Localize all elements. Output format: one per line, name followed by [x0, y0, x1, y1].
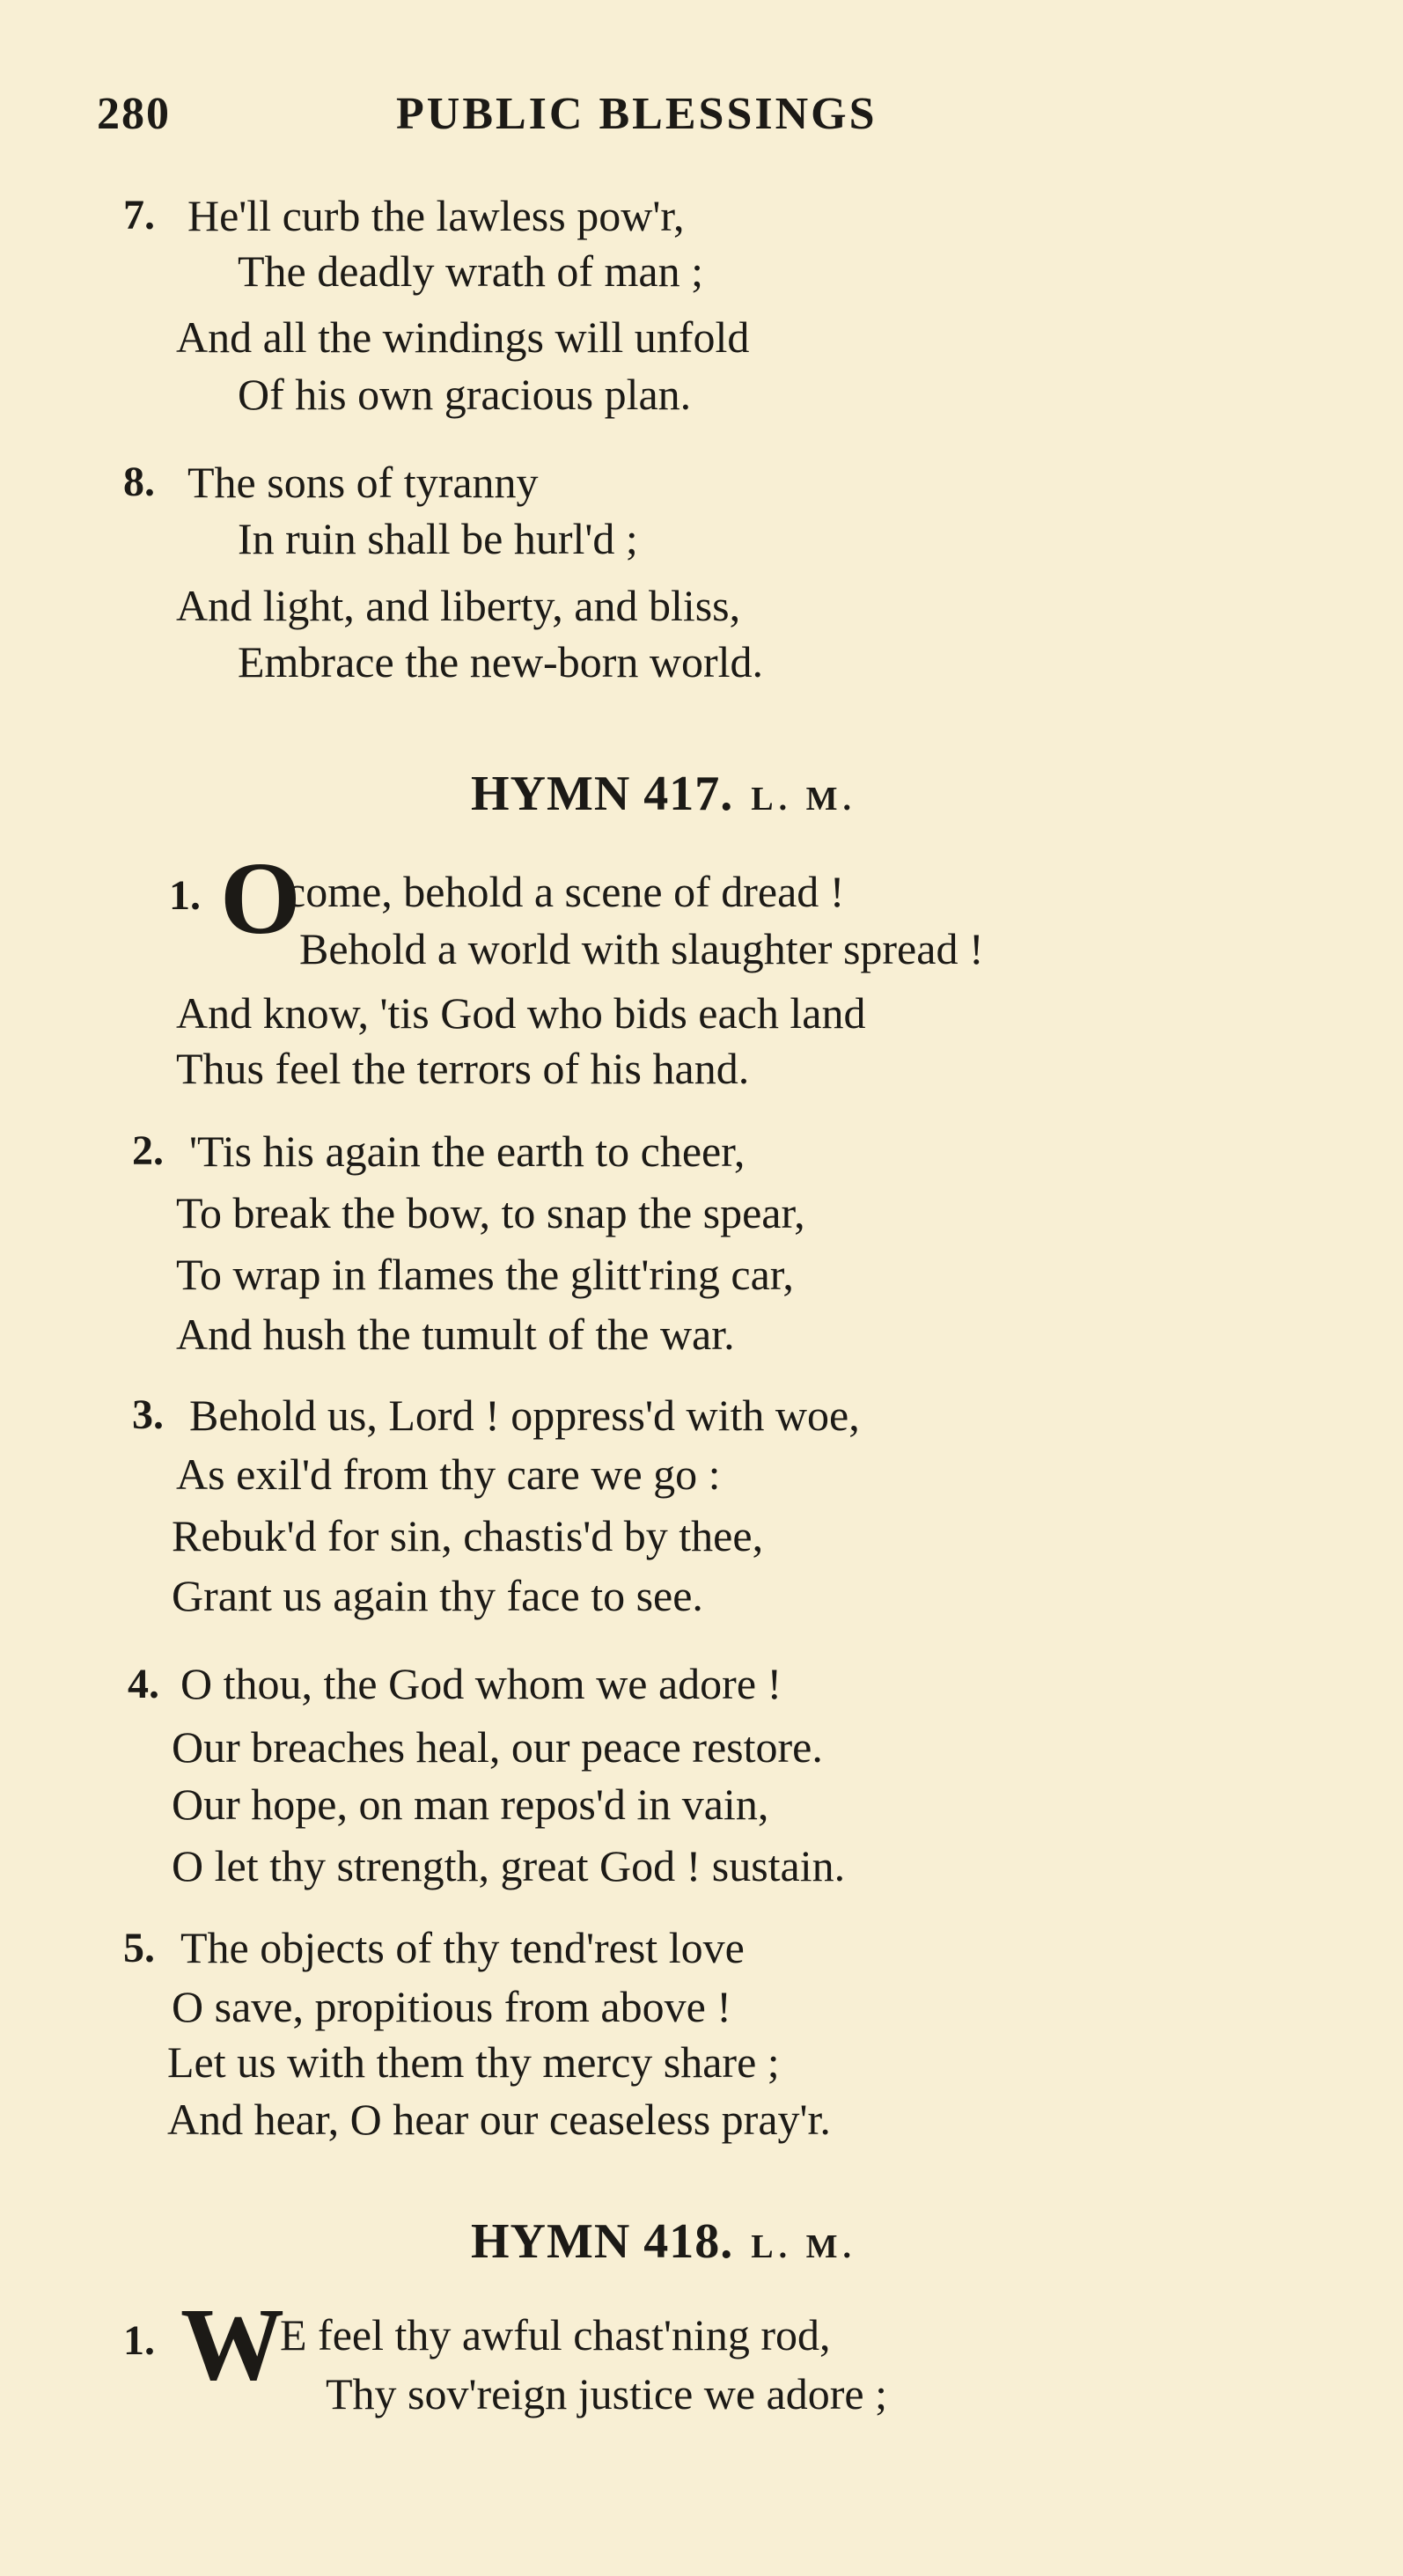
stanza-number: 3. — [132, 1391, 164, 1438]
verse-line: And hush the tumult of the war. — [176, 1310, 735, 1359]
stanza-number: 2. — [132, 1127, 164, 1174]
verse-line: Thus feel the terrors of his hand. — [176, 1044, 750, 1093]
stanza-number: 8. — [123, 459, 155, 505]
verse-line: As exil'd from thy care we go : — [176, 1449, 721, 1499]
verse-line: The objects of thy tend'rest love — [180, 1923, 745, 1972]
verse-line: To break the bow, to snap the spear, — [176, 1188, 805, 1237]
hymn-title: HYMN 418. — [471, 2214, 734, 2269]
verse-line: And know, 'tis God who bids each land — [176, 988, 866, 1038]
stanza-number: 1. — [169, 872, 201, 919]
verse-line: O thou, the God whom we adore ! — [180, 1659, 782, 1708]
verse-line: Let us with them thy mercy share ; — [167, 2037, 780, 2087]
stanza-number: 4. — [128, 1661, 159, 1707]
verse-line: And all the windings will unfold — [176, 312, 750, 362]
verse-line: The sons of tyranny — [187, 458, 539, 507]
verse-line: O save, propitious from above ! — [172, 1982, 731, 2031]
drop-cap: O — [220, 840, 301, 956]
verse-line: Embrace the new-born world. — [238, 637, 763, 686]
verse-line: To wrap in flames the glitt'ring car, — [176, 1250, 794, 1299]
running-title: PUBLIC BLESSINGS — [396, 89, 878, 139]
verse-line: Grant us again thy face to see. — [172, 1571, 703, 1620]
hymn-417-heading — [471, 766, 856, 822]
verse-line: The deadly wrath of man ; — [238, 246, 703, 296]
stanza-number: 7. — [123, 192, 155, 239]
verse-line: Thy sov'reign justice we adore ; — [326, 2369, 887, 2418]
verse-line: E feel thy awful chast'ning rod, — [280, 2310, 831, 2359]
verse-line: Of his own gracious plan. — [238, 370, 692, 419]
hymn-418-heading — [471, 2213, 856, 2270]
verse-line: Behold us, Lord ! oppress'd with woe, — [189, 1391, 860, 1440]
page-number: 280 — [97, 89, 171, 139]
verse-line: Behold a world with slaughter spread ! — [299, 924, 984, 973]
verse-line: And hear, O hear our ceaseless pray'r. — [167, 2095, 831, 2144]
verse-line: In ruin shall be hurl'd ; — [238, 514, 638, 563]
drop-cap: W — [180, 2286, 284, 2402]
verse-line: Our breaches heal, our peace restore. — [172, 1722, 823, 1772]
verse-line: He'll curb the lawless pow'r, — [187, 191, 685, 240]
verse-line: 'Tis his again the earth to cheer, — [189, 1127, 746, 1176]
stanza-number: 1. — [123, 2317, 155, 2364]
hymn-meter: L. M. — [751, 781, 857, 818]
verse-line: Rebuk'd for sin, chastis'd by thee, — [172, 1511, 764, 1560]
verse-line: Our hope, on man repos'd in vain, — [172, 1780, 769, 1829]
verse-line: come, behold a scene of dread ! — [286, 867, 845, 916]
verse-line: O let thy strength, great God ! sustain. — [172, 1841, 846, 1890]
hymn-title: HYMN 417. — [471, 767, 734, 821]
page-header — [97, 88, 1065, 158]
verse-line: And light, and liberty, and bliss, — [176, 581, 741, 630]
hymn-meter: L. M. — [751, 2228, 857, 2265]
stanza-number: 5. — [123, 1925, 155, 1971]
